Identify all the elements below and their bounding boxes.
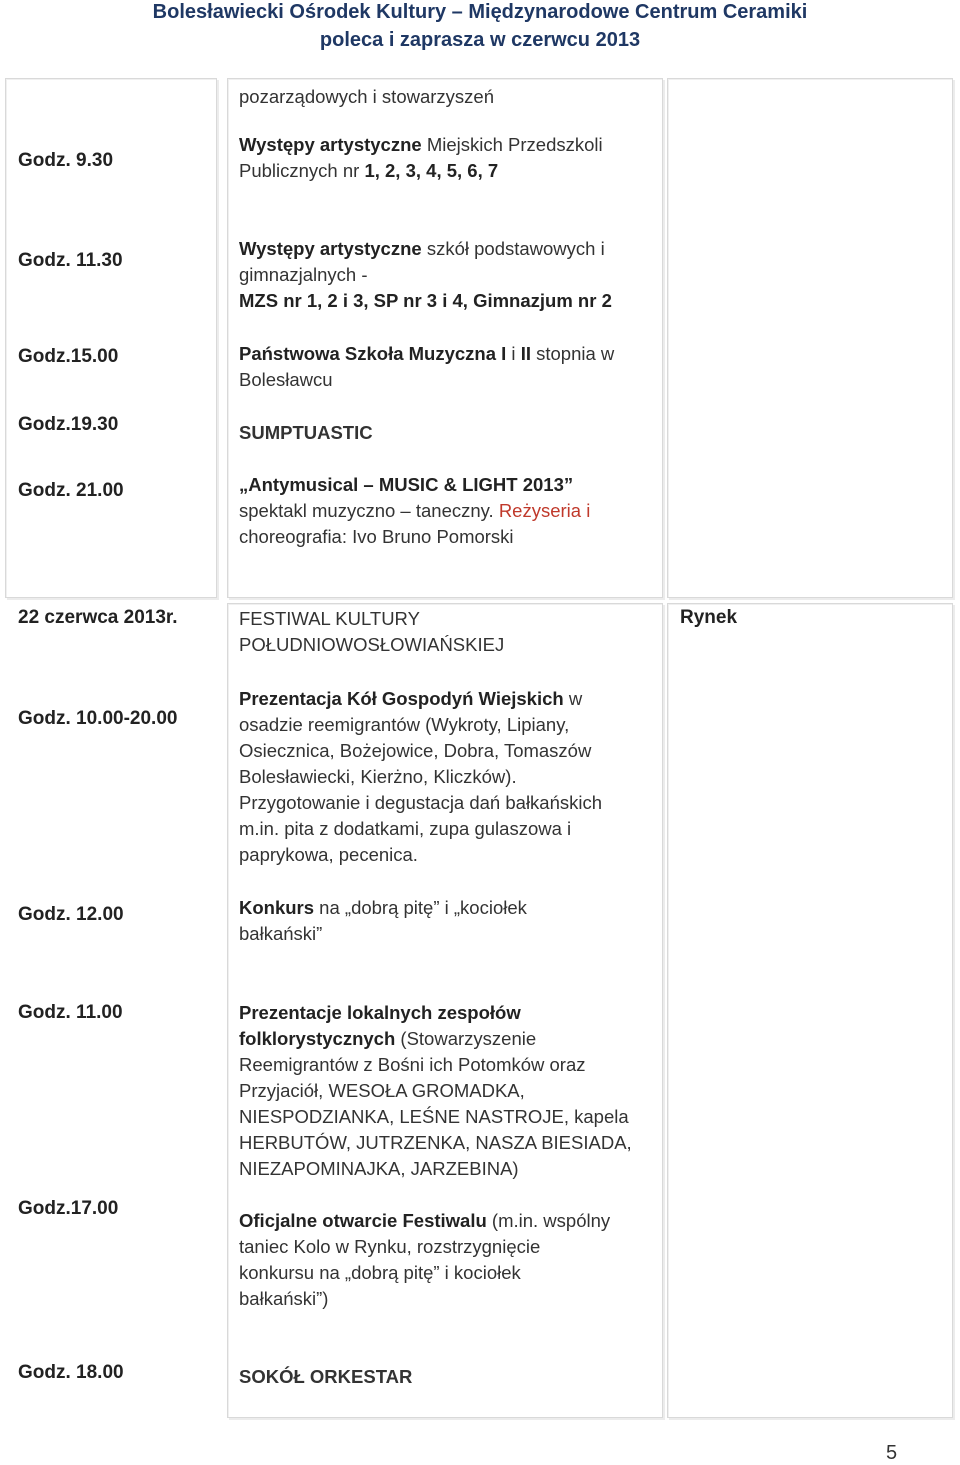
event-antymusical: „Antymusical – MUSIC & LIGHT 2013” spektakl muzyczno – taneczny. Reżyseria i choreografia: Ivo Bruno Pomorski [239,474,591,547]
time-11-30: Godz. 11.30 [18,250,123,271]
cell-right-2 [667,603,953,1418]
event-folk-groups: Prezentacje lokalnych zespołów folklorystycznych (Stowarzyszenie Reemigrantów z Bośni ich Potomków oraz Przyjaciół, WESOŁA GROMADKA, NIESPODZIANKA, LEŚNE NASTROJE, kapela HERBUTÓW, JUTRZENKA, NASZA BIESIADA, NIEZAPOMINAJKA, JARZEBINA) [239,1002,632,1179]
event-contest: Konkurs na „dobrą pitę” i „kociołek bałkański” [239,897,527,944]
page-number: 5 [886,1442,898,1464]
event-schools: Występy artystyczne szkół podstawowych i gimnazjalnych - MZS nr 1, 2 i 3, SP nr 3 i 4, Gimnazjum nr 2 [239,238,612,311]
header-title: Bolesławiecki Ośrodek Kultury – Międzynarodowe Centrum Ceramiki [152,1,808,23]
event-opening: Oficjalne otwarcie Festiwalu (m.in. wspólny taniec Kolo w Rynku, rozstrzygnięcie konkursu na „dobrą pitę” i kociołek bałkański”) [239,1210,611,1309]
intro-text: pozarządowych i stowarzyszeń [239,86,494,107]
date-22-june: 22 czerwca 2013r. [18,607,178,628]
event-kgw: Prezentacja Kół Gospodyń Wiejskich w osadzie reemigrantów (Wykroty, Lipiany, Osiecznica, Bożejowice, Dobra, Tomaszów Bolesławiecki, Kierżno, Kliczków). Przygotowanie i degustacja dań bałkańskich m.in. pita z dodatkami, zupa gulaszowa i paprykowa, pecenica. [239,688,603,865]
time-15-00: Godz.15.00 [18,346,119,367]
event-sokol-orkestar: SOKÓŁ ORKESTAR [239,1366,413,1387]
cell-right-1 [667,78,953,598]
time-12-00: Godz. 12.00 [18,904,124,925]
event-preschools: Występy artystyczne Miejskich Przedszkoli Publicznych nr 1, 2, 3, 4, 5, 6, 7 [239,134,603,181]
time-11-00: Godz. 11.00 [18,1002,123,1023]
time-9-30: Godz. 9.30 [18,150,114,171]
time-18-00: Godz. 18.00 [18,1362,124,1383]
time-10-20: Godz. 10.00-20.00 [18,708,178,729]
place-rynek: Rynek [680,607,738,628]
time-17-00: Godz.17.00 [18,1198,119,1219]
festival-title: FESTIWAL KULTURY POŁUDNIOWOSŁOWIAŃSKIEJ [239,608,505,655]
time-21-00: Godz. 21.00 [18,480,124,501]
event-music-school: Państwowa Szkoła Muzyczna I i II stopnia w Bolesławcu [239,343,615,390]
event-sumptuastic: SUMPTUASTIC [239,422,373,443]
header-subtitle: poleca i zaprasza w czerwcu 2013 [319,29,641,51]
time-19-30: Godz.19.30 [18,414,119,435]
